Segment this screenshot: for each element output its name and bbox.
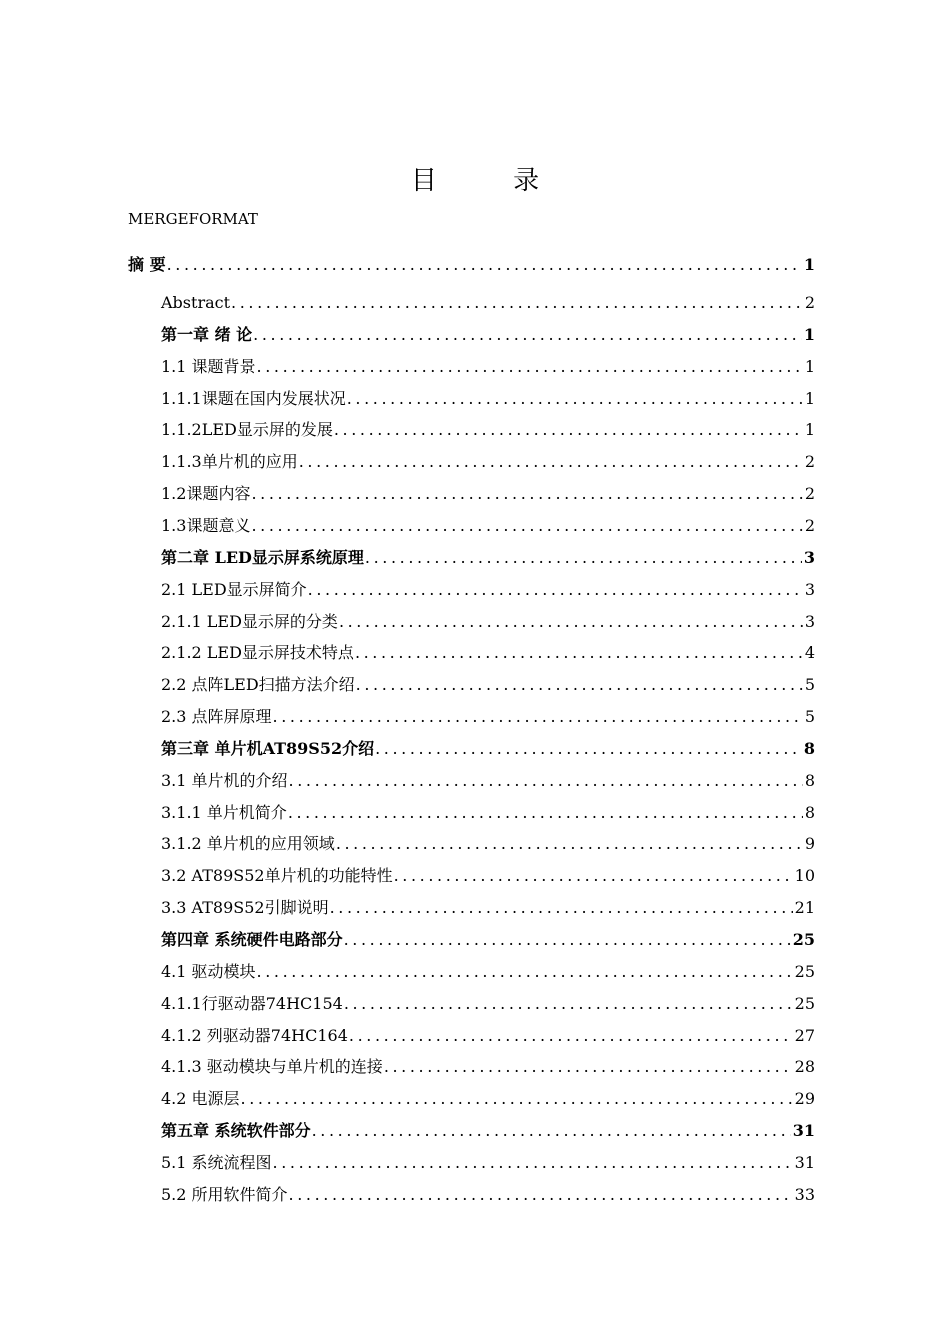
toc-entry-page-number: 3: [804, 611, 815, 631]
toc-entry[interactable]: [161, 1152, 815, 1174]
toc-entry-label: 1.2课题内容: [161, 484, 251, 504]
toc-entry-label: 2.1.1 LED显示屏的分类: [161, 611, 338, 631]
toc-entry[interactable]: [161, 388, 815, 410]
toc-dot-leader: [344, 993, 793, 1015]
toc-entry-label: 4.1 驱动模块: [161, 961, 256, 981]
toc-entry[interactable]: [161, 324, 815, 346]
toc-entry-label: 2.3 点阵屏原理: [161, 707, 272, 727]
toc-entry-label: 1.1.3单片机的应用: [161, 452, 298, 472]
toc-entry-page-number: 25: [794, 961, 815, 981]
toc-entry-label: 4.1.2 列驱动器74HC164: [161, 1025, 348, 1045]
toc-entry[interactable]: [161, 547, 815, 569]
toc-dot-leader: [167, 254, 802, 276]
toc-entry-label: 3.1.2 单片机的应用领域: [161, 834, 335, 854]
toc-dot-leader: [334, 419, 803, 441]
toc-entry-page-number: 25: [792, 930, 815, 949]
toc-dot-leader: [365, 547, 802, 569]
toc-entry[interactable]: [161, 929, 815, 951]
toc-entry[interactable]: [161, 451, 815, 473]
toc-dot-leader: [251, 483, 802, 505]
toc-entry-page-number: 8: [803, 738, 815, 758]
toc-dot-leader: [349, 1025, 793, 1047]
toc-dot-leader: [273, 706, 803, 728]
toc-entry-label: 1.1.2LED显示屏的发展: [161, 420, 333, 440]
toc-entry-page-number: 1: [803, 255, 815, 274]
toc-entry-label: 3.1.1 单片机简介: [161, 802, 287, 822]
toc-entry-page-number: 3: [804, 579, 815, 599]
toc-entry[interactable]: [161, 865, 815, 887]
toc-entry-label: 5.1 系统流程图: [161, 1152, 272, 1172]
toc-entry[interactable]: [161, 802, 815, 824]
toc-entry[interactable]: [161, 515, 815, 537]
toc-entry-page-number: 27: [794, 1025, 815, 1045]
toc-dot-leader: [241, 1088, 793, 1110]
toc-entry[interactable]: [161, 483, 815, 505]
toc-dot-leader: [330, 897, 793, 919]
toc-entry[interactable]: [161, 961, 815, 983]
toc-entry[interactable]: [161, 1088, 815, 1110]
toc-entry-page-number: 21: [794, 898, 815, 918]
toc-entry-label: 4.1.3 驱动模块与单片机的连接: [161, 1057, 383, 1077]
toc-entry-page-number: 29: [794, 1089, 815, 1109]
toc-entry-page-number: 10: [794, 866, 815, 886]
toc-entry[interactable]: [161, 642, 815, 664]
toc-entry[interactable]: [161, 611, 815, 633]
toc-dot-leader: [231, 292, 803, 314]
toc-entry-label: 第二章 LED显示屏系统原理: [161, 547, 364, 567]
toc-dot-leader: [273, 1152, 793, 1174]
toc-entry[interactable]: [161, 738, 815, 760]
toc-dot-leader: [299, 451, 803, 473]
toc-entry-label: 3.3 AT89S52引脚说明: [161, 898, 329, 918]
toc-entry[interactable]: [161, 419, 815, 441]
toc-entry[interactable]: [128, 254, 815, 276]
toc-entry[interactable]: [161, 674, 815, 696]
toc-entry-label: 1.1.1课题在国内发展状况: [161, 388, 346, 408]
toc-dot-leader: [308, 579, 803, 601]
toc-entry-page-number: 5: [804, 675, 815, 695]
toc-entry-label: 4.1.1行驱动器74HC154: [161, 993, 343, 1013]
toc-entry-page-number: 1: [804, 388, 815, 408]
toc-entry-page-number: 2: [804, 515, 815, 535]
toc-entry[interactable]: [161, 579, 815, 601]
toc-entry-page-number: 25: [794, 993, 815, 1013]
toc-entry[interactable]: [161, 897, 815, 919]
toc-entry-label: 摘 要: [128, 255, 166, 274]
toc-dot-leader: [384, 1056, 793, 1078]
toc-entry-label: 3.1 单片机的介绍: [161, 770, 288, 790]
toc-entry-label: 1.1 课题背景: [161, 356, 256, 376]
toc-entry-label: 第三章 单片机AT89S52介绍: [161, 738, 375, 758]
toc-entry-page-number: 8: [804, 770, 815, 790]
toc-entry-page-number: 9: [804, 834, 815, 854]
toc-entry-page-number: 2: [804, 452, 815, 472]
toc-dot-leader: [289, 1184, 793, 1206]
toc-entry-page-number: 2: [804, 293, 815, 312]
toc-entry-label: 1.3课题意义: [161, 515, 251, 535]
toc-dot-leader: [336, 833, 803, 855]
toc-entry-label: 3.2 AT89S52单片机的功能特性: [161, 866, 393, 886]
toc-dot-leader: [339, 611, 803, 633]
toc-dot-leader: [288, 802, 803, 824]
toc-dot-leader: [355, 642, 803, 664]
toc-entry-page-number: 3: [803, 547, 815, 567]
toc-entry-page-number: 31: [792, 1121, 815, 1141]
page-title: 目 录: [410, 166, 574, 196]
toc-dot-leader: [356, 674, 803, 696]
toc-entry-label: 第一章 绪 论: [161, 324, 253, 344]
toc-entry[interactable]: [161, 1184, 815, 1206]
toc-dot-leader: [344, 929, 791, 951]
toc-dot-leader: [347, 388, 803, 410]
toc-entry[interactable]: [161, 706, 815, 728]
toc-entry[interactable]: [161, 1120, 815, 1142]
toc-dot-leader: [257, 356, 803, 378]
toc-entry-label: 第五章 系统软件部分: [161, 1121, 311, 1141]
toc-dot-leader: [251, 515, 802, 537]
toc-dot-leader: [375, 738, 802, 760]
toc-entry-page-number: 5: [804, 707, 815, 727]
toc-entry-label: 第四章 系统硬件电路部分: [161, 930, 343, 949]
toc-entry-label: 2.1.2 LED显示屏技术特点: [161, 643, 354, 663]
toc-entry[interactable]: [161, 993, 815, 1015]
toc-entry-page-number: 33: [794, 1184, 815, 1204]
toc-entry-page-number: 28: [794, 1057, 815, 1077]
toc-entry[interactable]: [161, 1025, 815, 1047]
toc-entry-page-number: 4: [804, 643, 815, 663]
toc-entry-label: 4.2 电源层: [161, 1089, 240, 1109]
toc-entry[interactable]: [161, 1056, 815, 1078]
toc-entry[interactable]: [161, 356, 815, 378]
toc-entry-page-number: 31: [794, 1152, 815, 1172]
toc-entry-page-number: 1: [804, 420, 815, 440]
toc-entry-page-number: 2: [804, 484, 815, 504]
field-code-text: MERGEFORMAT: [128, 210, 258, 228]
toc-entry-page-number: 8: [804, 802, 815, 822]
toc-entry-page-number: 1: [803, 324, 815, 344]
toc-dot-leader: [253, 324, 802, 346]
toc-entry[interactable]: [161, 770, 815, 792]
toc-entry-label: Abstract: [161, 293, 231, 312]
toc-entry-label: 5.2 所用软件简介: [161, 1184, 288, 1204]
toc-dot-leader: [257, 961, 793, 983]
toc-entry-page-number: 1: [804, 356, 815, 376]
toc-dot-leader: [289, 770, 803, 792]
toc-entry[interactable]: [161, 292, 815, 314]
toc-entry-label: 2.2 点阵LED扫描方法介绍: [161, 675, 355, 695]
toc-dot-leader: [394, 865, 793, 887]
toc-entry[interactable]: [161, 833, 815, 855]
toc-entry-label: 2.1 LED显示屏简介: [161, 579, 307, 599]
toc-dot-leader: [312, 1120, 791, 1142]
